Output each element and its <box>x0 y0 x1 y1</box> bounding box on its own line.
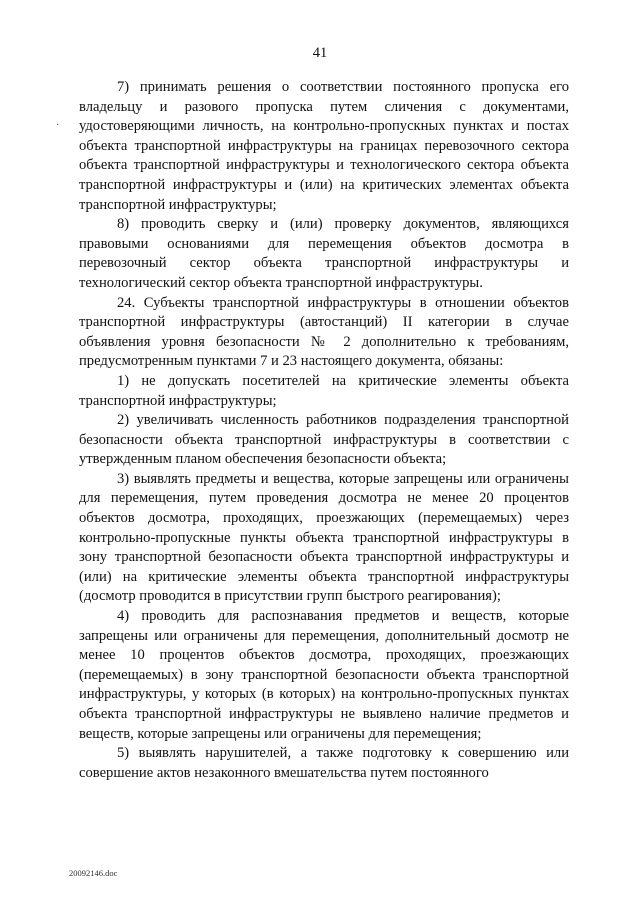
paragraph-item-4: 4) проводить для распознавания предметов и веществ, которые запрещены или ограничены для перемещения, дополнительный досмотр не менее 10 процентов объектов досмотра, проходящих, проезжающих (перемещаемых) в зону транспортной безопасности объекта транспортной инфраструктуры, у которых (в которых) на контрольно-пропускных пунктах объекта транспортной инфраструктуры не выявлено наличие предметов и веществ, которые запрещены или ограничены для перемещения; <box>79 608 569 742</box>
paragraph-item-8: 8) проводить сверку и (или) проверку документов, являющихся правовыми основаниями для перемещения объектов досмотра в перевозочный сектор объекта транспортной инфраструктуры и технологический сектор объекта транспортной инфраструктуры. <box>79 216 569 291</box>
paragraph-item-7: 7) принимать решения о соответствии постоянного пропуска его владельцу и разового пропуска путем сличения с документами, удостоверяющими личность, на контрольно-пропускных пунктах и постах объекта транспортной инфраструктуры на границах перевозочного сектора объекта транспортной инфраструктуры и технологического сектора объекта транспортной инфраструктуры и (или) на критических элементах объекта транспортной инфраструктуры; <box>79 79 569 213</box>
paragraph-item-2: 2) увеличивать численность работников подразделения транспортной безопасности объекта транспортной инфраструктуры в соответствии с утвержденным планом обеспечения безопасности объекта; <box>79 412 569 468</box>
body-text <box>79 78 569 783</box>
paragraph-item-5: 5) выявлять нарушителей, а также подготовку к совершению или совершение актов незаконного вмешательства путем постоянного <box>79 745 569 781</box>
margin-mark: · <box>56 120 60 131</box>
file-name-footer: 20092146.doc <box>69 868 118 878</box>
paragraph-clause-24: 24. Субъекты транспортной инфраструктуры в отношении объектов транспортной инфраструктуры (автостанций) II категории в случае объявления уровня безопасности № 2 дополнительно к требованиям, предусмотренным пунктами 7 и 23 настоящего документа, обязаны: <box>79 294 569 370</box>
page-number: 41 <box>312 45 328 61</box>
paragraph-item-3: 3) выявлять предметы и вещества, которые запрещены или ограничены для перемещения, путем проведения досмотра не менее 20 процентов объектов досмотра, проходящих, проезжающих (перемещаемых) через контрольно-пропускные пункты объекта транспортной инфраструктуры в зону транспортной безопасности объекта транспортной инфраструктуры и (или) на критические элементы объекта транспортной инфраструктуры (досмотр проводится в присутствии групп быстрого реагирования); <box>79 470 569 605</box>
paragraph-item-1: 1) не допускать посетителей на критические элементы объекта транспортной инфраструктуры; <box>79 372 569 409</box>
